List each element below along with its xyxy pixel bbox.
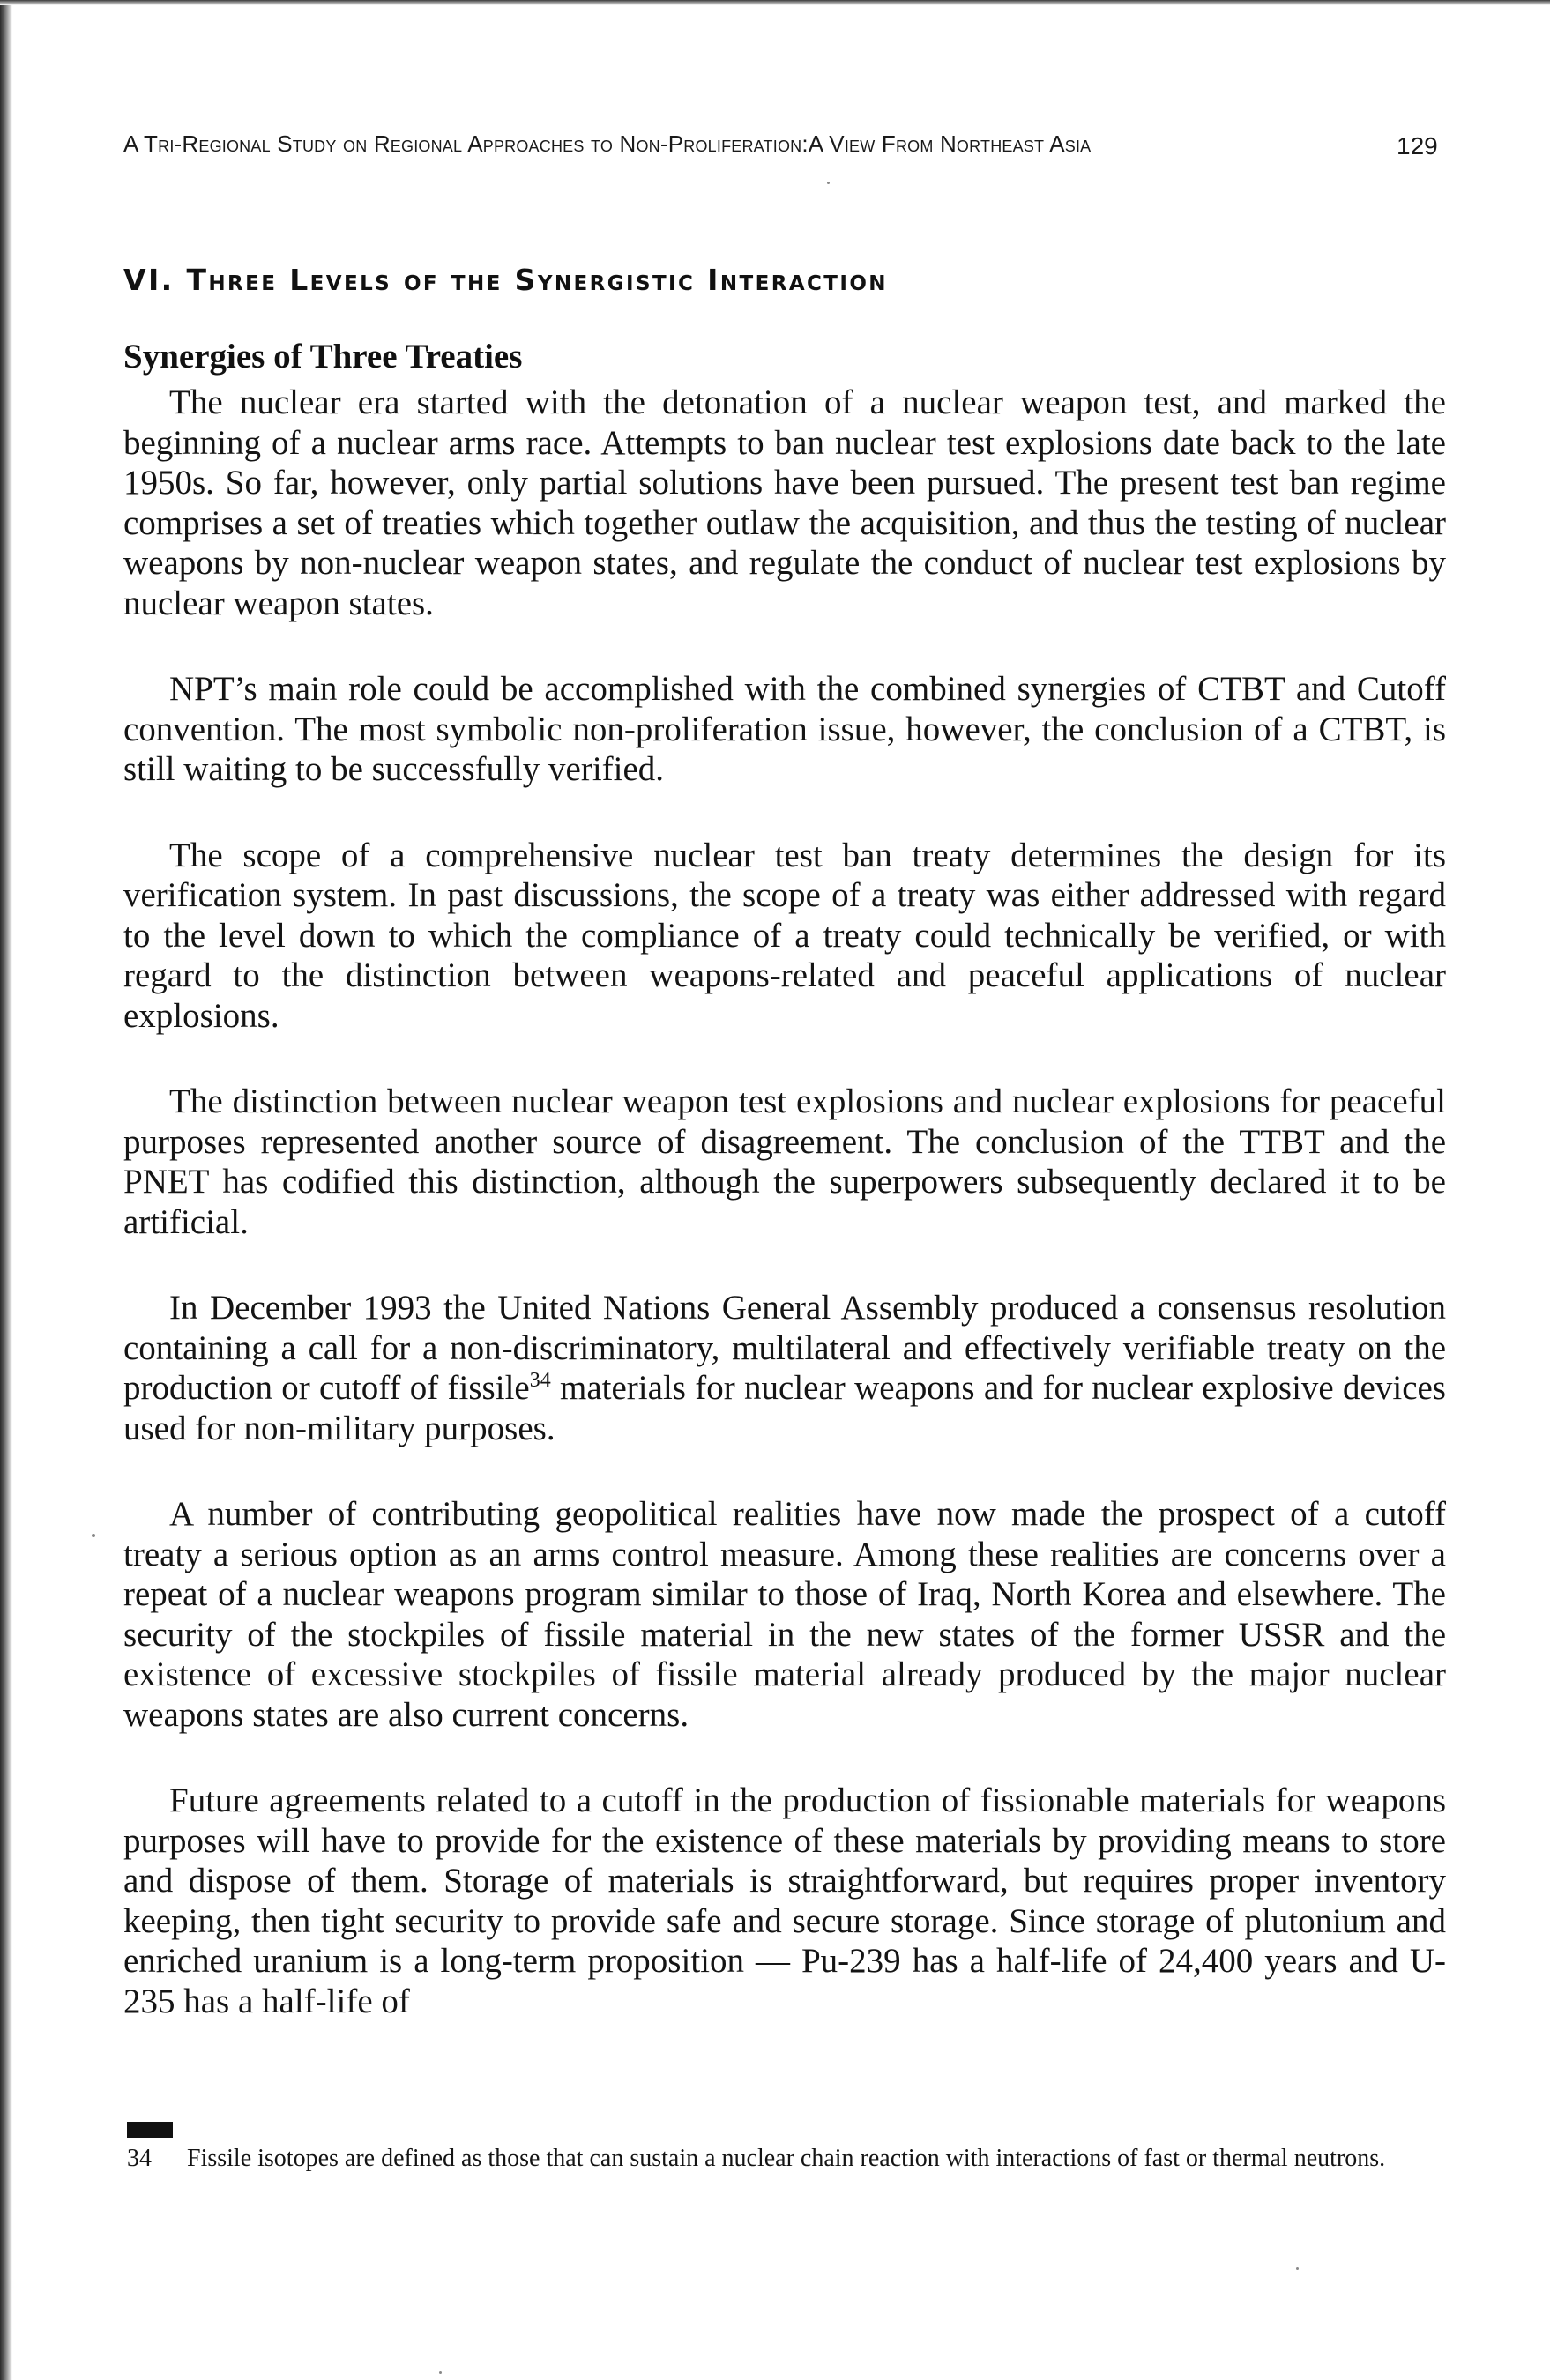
footnote bbox=[123, 2144, 1446, 2173]
page-number: 129 bbox=[1397, 132, 1438, 160]
body-text bbox=[123, 383, 1446, 2067]
paragraph: NPT’s main role could be accomplished with the combined synergies of CTBT and Cutoff convention. The most symbolic non-proliferation issue, however, the conclusion of a CTBT, is still waiting to be successfully verified. bbox=[123, 670, 1446, 788]
footnote-rule bbox=[127, 2122, 173, 2138]
sub-heading: Synergies of Three Treaties bbox=[123, 338, 523, 376]
scan-speck bbox=[439, 2371, 442, 2374]
scan-speck bbox=[827, 182, 830, 184]
paragraph: The nuclear era started with the detonation of a nuclear weapon test, and marked the beginning of a nuclear arms race. Attempts to ban nuclear test explosions date back to the late 1950s. So far, however, only partial solutions have been pursued. The present test ban regime comprises a set of treaties which together outlaw the acquisition, and thus the testing of nuclear weapons by non-nuclear weapon states, and regulate the conduct of nuclear test explosions by nuclear weapon states. bbox=[123, 383, 1446, 622]
running-header: A Tri-Regional Study on Regional Approaches to Non-Proliferation:A View From Northeast Asia bbox=[123, 130, 1092, 157]
paragraph: The scope of a comprehensive nuclear test ban treaty determines the design for its verification system. In past discussions, the scope of a treaty was either addressed with regard to the level down to which the compliance of a treaty could technically be verified, or with regard to the distinction between weapons-related and peaceful applications of nuclear explosions. bbox=[123, 836, 1446, 1035]
paragraph-text: In December 1993 the United Nations General Assembly produced a consensus resolution containing a call for a non-discriminatory, multilateral and effectively verifiable treaty on the production or cutoff of fissile bbox=[123, 1289, 1446, 1407]
footnote-text: Fissile isotopes are defined as those that can sustain a nuclear chain reaction with interactions of fast or thermal neutrons. bbox=[187, 2145, 1386, 2172]
scan-speck bbox=[1296, 2267, 1299, 2270]
scan-top-shadow bbox=[0, 0, 1550, 5]
footnote-marker: 34 bbox=[127, 2145, 152, 2172]
footnote-reference[interactable]: 34 bbox=[529, 1369, 551, 1392]
paragraph-text: materials for nuclear weapons and for nuclear explosive devices used for non-military purposes. bbox=[123, 1369, 1446, 1447]
paragraph: A number of contributing geopolitical realities have now made the prospect of a cutoff treaty a serious option as an arms control measure. Among these realities are concerns over a repeat of a nuclear weapons program similar to those of Iraq, North Korea and elsewhere. The security of the stockpiles of fissile material in the new states of the former USSR and the existence of excessive stockpiles of fissile material already produced by the major nuclear weapons states are also current concerns. bbox=[123, 1495, 1446, 1734]
paragraph: The distinction between nuclear weapon test explosions and nuclear explosions for peaceful purposes represented another source of disagreement. The conclusion of the TTBT and the PNET has codified this distinction, although the superpowers subsequently declared it to be artificial. bbox=[123, 1082, 1446, 1241]
section-heading: VI. Three Levels of the Synergistic Interaction bbox=[123, 263, 888, 297]
paragraph: Future agreements related to a cutoff in the production of fissionable materials for weapons purposes will have to provide for the existence of these materials by providing means to store and dispose of them. Storage of materials is straightforward, but requires proper inventory keeping, then tight security to provide safe and secure storage. Since storage of plutonium and enriched uranium is a long-term proposition — Pu-239 has a half-life of 24,400 years and U-235 has a half-life of bbox=[123, 1781, 1446, 2020]
scan-speck bbox=[92, 1534, 95, 1537]
scan-edge-shadow bbox=[0, 0, 12, 2380]
paragraph-fissile bbox=[123, 1288, 1446, 1448]
